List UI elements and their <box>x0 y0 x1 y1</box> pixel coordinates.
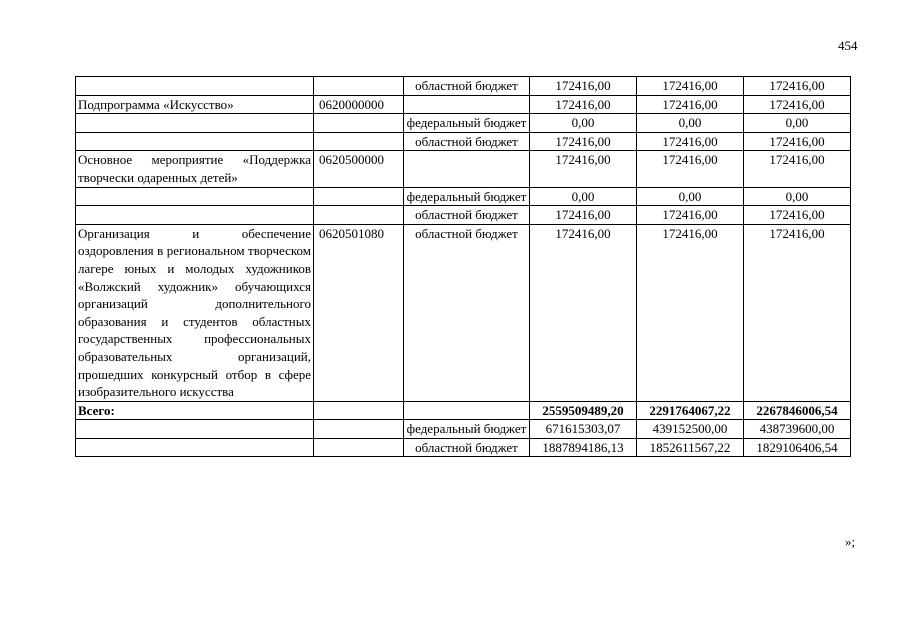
row-value-3: 0,00 <box>744 187 851 206</box>
row-source <box>404 151 530 187</box>
row-value-3: 2267846006,54 <box>744 401 851 420</box>
row-value-1: 172416,00 <box>530 151 637 187</box>
row-value-2: 1852611567,22 <box>637 438 744 457</box>
row-value-3: 172416,00 <box>744 132 851 151</box>
table-row <box>76 151 851 187</box>
row-source: областной бюджет <box>404 132 530 151</box>
row-value-3: 172416,00 <box>744 206 851 225</box>
row-name <box>76 420 314 439</box>
row-name: Всего: <box>76 401 314 420</box>
row-value-1: 671615303,07 <box>530 420 637 439</box>
table-row <box>76 206 851 225</box>
table-row <box>76 187 851 206</box>
row-value-1: 0,00 <box>530 187 637 206</box>
row-source: областной бюджет <box>404 206 530 225</box>
row-source <box>404 95 530 114</box>
row-value-1: 172416,00 <box>530 132 637 151</box>
row-value-1: 172416,00 <box>530 95 637 114</box>
row-code <box>314 438 404 457</box>
budget-table <box>75 76 851 457</box>
row-code: 0620000000 <box>314 95 404 114</box>
row-code <box>314 77 404 96</box>
row-name <box>76 132 314 151</box>
row-value-3: 172416,00 <box>744 224 851 401</box>
row-value-3: 0,00 <box>744 114 851 133</box>
row-source: федеральный бюджет <box>404 114 530 133</box>
row-source: федеральный бюджет <box>404 187 530 206</box>
row-source: областной бюджет <box>404 224 530 401</box>
row-code <box>314 420 404 439</box>
row-value-2: 2291764067,22 <box>637 401 744 420</box>
row-name <box>76 438 314 457</box>
row-name <box>76 187 314 206</box>
table-row <box>76 420 851 439</box>
row-value-3: 1829106406,54 <box>744 438 851 457</box>
row-name <box>76 77 314 96</box>
row-value-1: 172416,00 <box>530 224 637 401</box>
row-name <box>76 206 314 225</box>
table-row-total <box>76 401 851 420</box>
row-value-2: 172416,00 <box>637 224 744 401</box>
row-value-1: 1887894186,13 <box>530 438 637 457</box>
row-code <box>314 206 404 225</box>
row-value-2: 172416,00 <box>637 95 744 114</box>
page-number: 454 <box>838 38 858 53</box>
row-value-2: 439152500,00 <box>637 420 744 439</box>
row-source: областной бюджет <box>404 438 530 457</box>
table-row <box>76 132 851 151</box>
row-value-1: 0,00 <box>530 114 637 133</box>
row-code <box>314 187 404 206</box>
table-row <box>76 114 851 133</box>
row-code: 0620500000 <box>314 151 404 187</box>
row-value-2: 172416,00 <box>637 132 744 151</box>
row-value-3: 172416,00 <box>744 95 851 114</box>
row-value-1: 2559509489,20 <box>530 401 637 420</box>
row-code: 0620501080 <box>314 224 404 401</box>
row-value-2: 172416,00 <box>637 77 744 96</box>
table-row <box>76 77 851 96</box>
row-value-3: 172416,00 <box>744 151 851 187</box>
row-value-1: 172416,00 <box>530 206 637 225</box>
row-name: Организация и обеспечение оздоровления в региональном творческом лагере юных и молодых художников «Волжский художник» обучающихся организаций дополнительного образования и студентов областных государственных профессиональных образовательных организаций, прошедших конкурсный отбор в сфере изобразительного искусства <box>76 224 314 401</box>
row-name: Основное мероприятие «Поддержка творчески одаренных детей» <box>76 151 314 187</box>
row-name: Подпрограмма «Искусство» <box>76 95 314 114</box>
row-value-2: 172416,00 <box>637 151 744 187</box>
row-code <box>314 401 404 420</box>
row-value-3: 172416,00 <box>744 77 851 96</box>
table-row <box>76 438 851 457</box>
row-value-2: 0,00 <box>637 187 744 206</box>
closing-quote: »; <box>845 534 856 549</box>
row-code <box>314 132 404 151</box>
table-row <box>76 224 851 401</box>
row-source: областной бюджет <box>404 77 530 96</box>
row-value-2: 0,00 <box>637 114 744 133</box>
row-value-3: 438739600,00 <box>744 420 851 439</box>
row-code <box>314 114 404 133</box>
row-source <box>404 401 530 420</box>
row-source: федеральный бюджет <box>404 420 530 439</box>
row-name <box>76 114 314 133</box>
table-row <box>76 95 851 114</box>
row-value-1: 172416,00 <box>530 77 637 96</box>
row-value-2: 172416,00 <box>637 206 744 225</box>
